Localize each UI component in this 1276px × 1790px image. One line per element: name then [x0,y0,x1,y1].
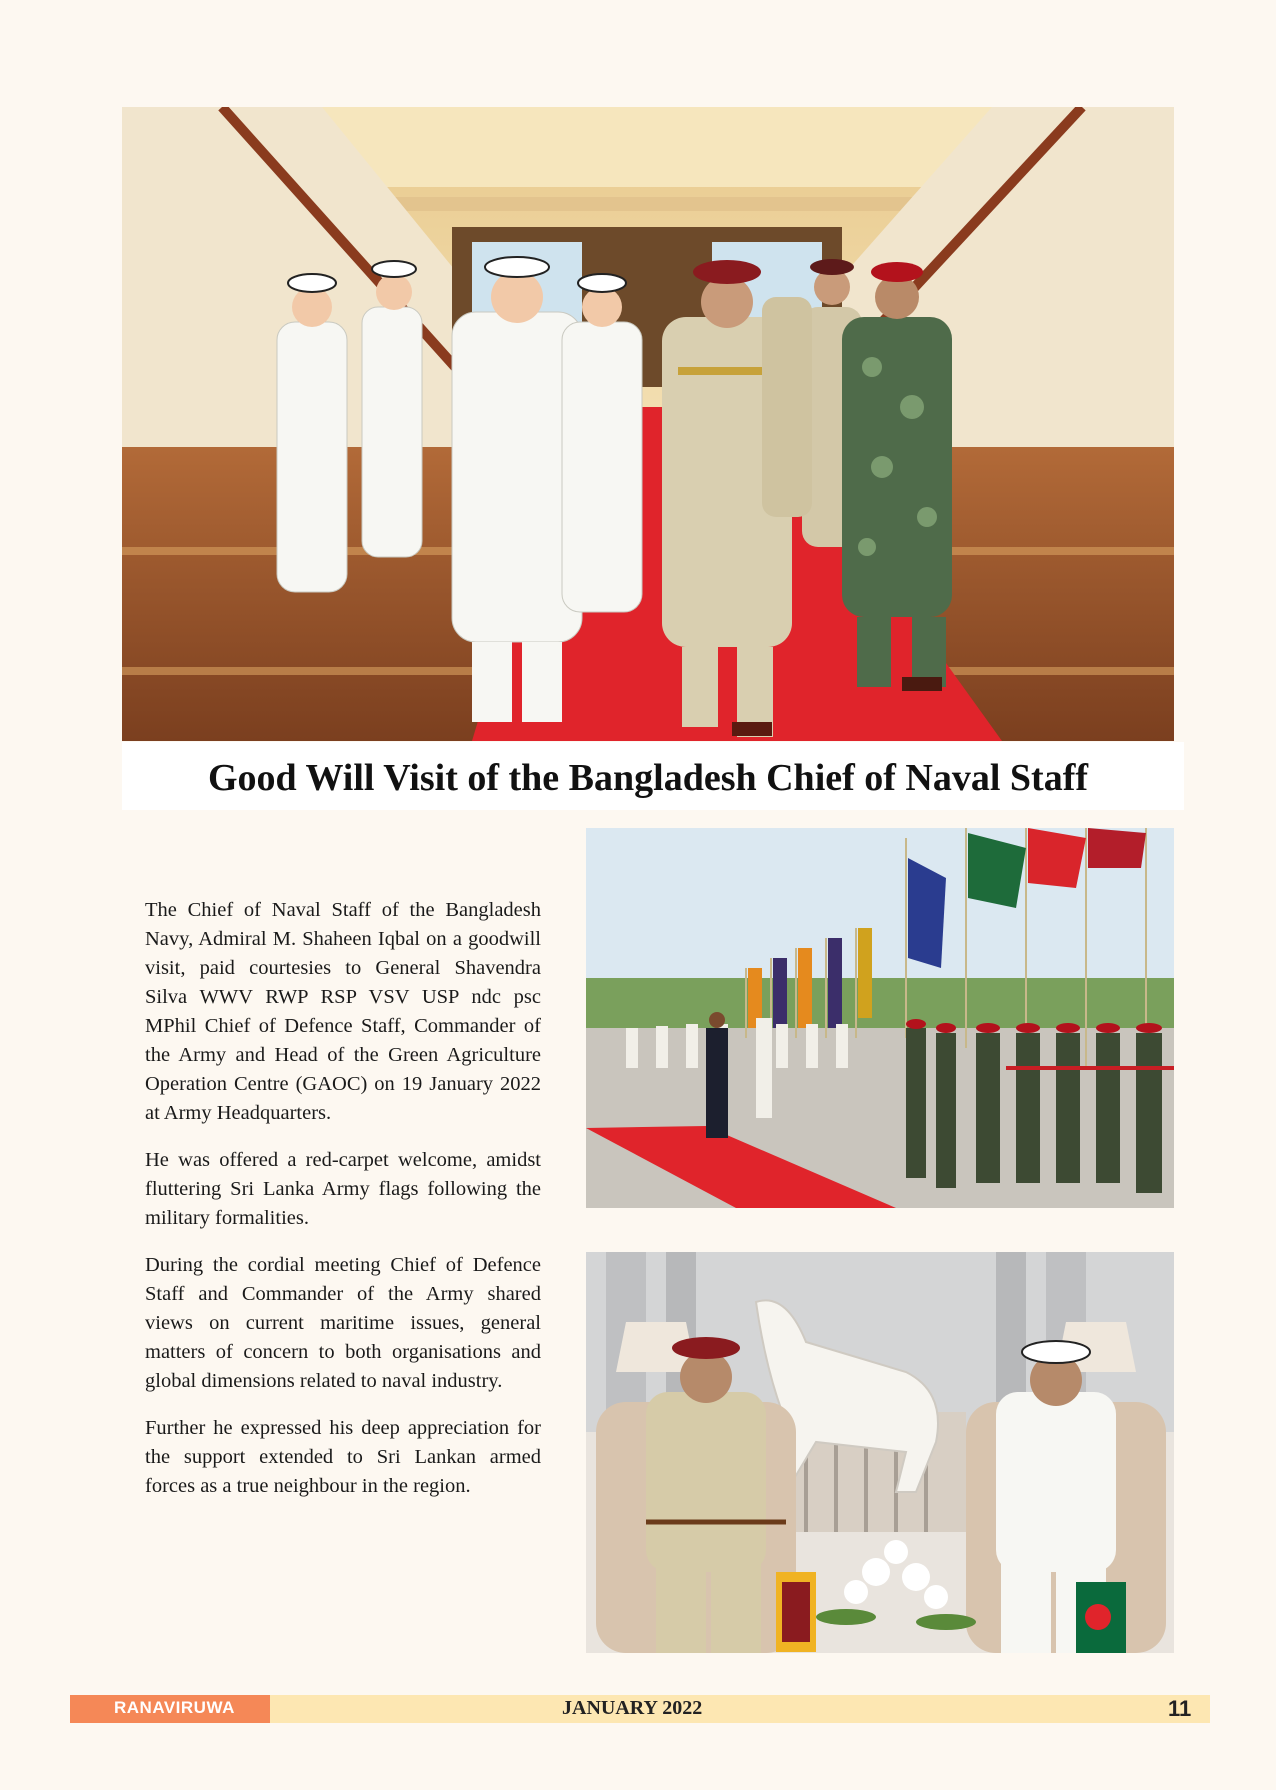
article-paragraph-3: During the cordial meeting Chief of Defence Staff and Commander of the Army shared views on current maritime issues, general matters of concern to both organisations and global dimensions related to naval industry. [145,1254,541,1392]
parade-photo-guard-of-honour [586,828,1174,1208]
article-paragraph-4: Further he expressed his deep appreciation for the support extended to Sri Lankan armed forces as a true neighbour in the region. [145,1417,541,1497]
footer-magazine-name: RANAVIRUWA [114,1698,235,1717]
footer-page-number: 11 [1168,1696,1192,1721]
meeting-photo-seated-officers [586,1252,1174,1653]
article-headline: Good Will Visit of the Bangladesh Chief of Naval Staff [207,757,1089,799]
headline-band [122,742,1184,810]
footer-issue-date: JANUARY 2022 [562,1697,703,1719]
page-footer [70,1695,1210,1723]
hero-photo-delegation-walk [122,107,1174,741]
footer-magazine-tag [70,1695,270,1723]
article-paragraph-1: The Chief of Naval Staff of the Bangladesh Navy, Admiral M. Shaheen Iqbal on a goodwill visit, paid courtesies to General Shavendra Silva WWV RWP RSP VSV USP ndc psc MPhil Chief of Defence Staff, Commander of the Army and Head of the Green Agriculture Operation Centre (GAOC) on 19 January 2022 at Army Headquarters. [145,899,541,1124]
article-paragraph-2: He was offered a red-carpet welcome, amidst fluttering Sri Lanka Army flags following the military formalities. [145,1149,541,1229]
article-body [145,896,541,1519]
